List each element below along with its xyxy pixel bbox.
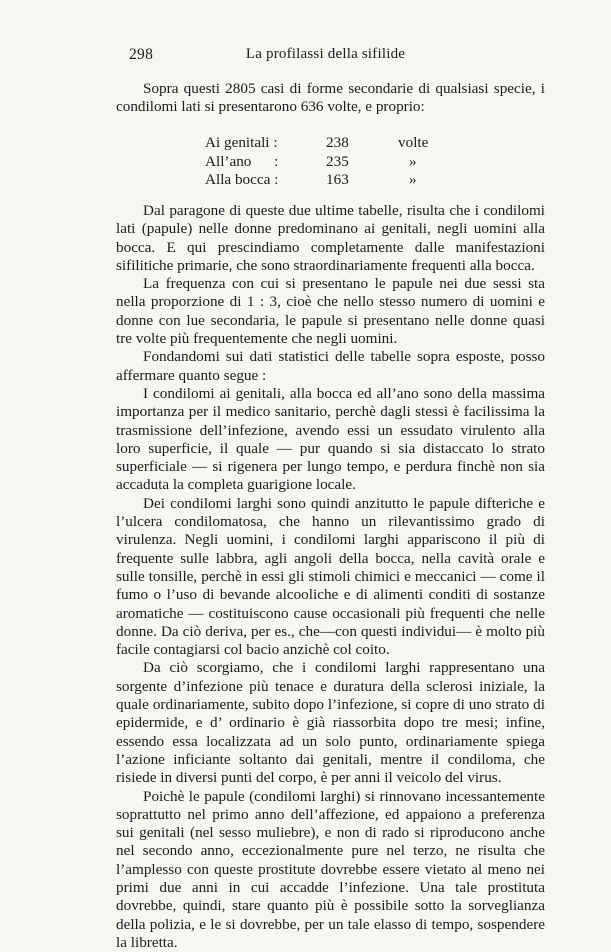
site-cell: Alla bocca : bbox=[205, 171, 326, 190]
paragraph: Dei condilomi larghi sono quindi anzitutto le papule difteriche e l’ulcera condilomatosa, che hanno un rilevantissimo grado di virulenza. Negli uomini, i condilomi larghi appariscono il più di frequente sulle labbra, agli angoli della bocca, nella cavità orale e sulle tonsille, perchè in essi gli stimoli chimici e meccanici — come il fumo o l’uso di bevande alcooliche e di alimenti conditi di sostanze aromatiche — costituiscono cause occasionali più frequenti che nelle donne. Da ciò deriva, per es., che—con questi individui— è molto più facile contagiarsi col bacio anzichè col coito. bbox=[116, 495, 545, 660]
paragraph: Da ciò scorgiamo, che i condilomi larghi rappresentano una sorgente d’infezione più tenace e duratura della sclerosi iniziale, la quale ordinariamente, subito dopo l’infezione, si copre di uno strato di epidermide, e d’ ordinario è già riassorbita dopo tre mesi; infine, essendo essa localizzata ad un solo punto, ordinariamente spiega l’azione inficiante soltanto dai genitali, mentre il condiloma, che risiede in diversi punti del corpo, è per anni il veicolo del virus. bbox=[116, 659, 545, 787]
intro-paragraph-block bbox=[116, 80, 545, 117]
intro-paragraph: Sopra questi 2805 casi di forme secondarie di qualsiasi specie, i condilomi lati si presentarono 636 volte, e proprio: bbox=[116, 80, 545, 117]
site-cell: Ai genitali : bbox=[205, 134, 326, 153]
body-text bbox=[116, 202, 545, 952]
unit-cell: » bbox=[398, 171, 428, 190]
paragraph: Dal paragone di queste due ultime tabelle, risulta che i condilomi lati (papule) nelle donne predominano ai genitali, negli uomini alla bocca. E qui prescindiamo completamente dalle manifestazioni sifilitiche primarie, che sono straordinariamente frequenti alla bocca. bbox=[116, 202, 545, 275]
page-number: 298 bbox=[129, 46, 153, 64]
paragraph: Fondandomi sui dati statistici delle tabelle sopra esposte, posso affermare quanto segue : bbox=[116, 348, 545, 385]
paragraph: Poichè le papule (condilomi larghi) si rinnovano incessantemente soprattutto nel primo anno dell’affezione, ed appaiono a preferenza sui genitali (nel sesso muliebre), e non di rado si riproducono anche nel secondo anno, eccezionalmente pure nel terzo, ne risulta che l’amplesso con queste prostitute dovrebbe essere vietato al meno nei primi due anni in cui accadde l’infezione. Una tale prostituta dovrebbe, quindi, stare quanto più è possibile sotto la sorveglianza della polizia, e le si dovrebbe, per un tale elasso di tempo, sospendere la libretta. bbox=[116, 788, 545, 952]
count-cell: 238 bbox=[326, 134, 398, 153]
table-row bbox=[205, 153, 428, 172]
paragraph: La frequenza con cui si presentano le papule nei due sessi sta nella proporzione di 1 : 3, cioè che nello stesso numero di uomini e donne con lue secondaria, le papule si presentano nelle donne quasi tre volte più frequentemente che negli uomini. bbox=[116, 275, 545, 348]
running-title: La profilassi della sifilide bbox=[0, 46, 611, 63]
unit-cell: volte bbox=[398, 134, 428, 153]
table-row bbox=[205, 134, 428, 153]
unit-cell: » bbox=[398, 153, 428, 172]
paragraph: I condilomi ai genitali, alla bocca ed all’ano sono della massima importanza per il medico sanitario, perchè dagli stessi è facilissima la trasmissione dell’infezione, avendo essi un essudato virulento alla loro superficie, il quale — pur quando si sia distaccato lo strato superficiale — si rigenera per lungo tempo, e perdura finchè non sia accaduta la completa guarigione locale. bbox=[116, 385, 545, 495]
site-cell: All’ano : bbox=[205, 153, 326, 172]
condylomata-location-table bbox=[205, 134, 428, 190]
count-cell: 163 bbox=[326, 171, 398, 190]
table-row bbox=[205, 171, 428, 190]
count-cell: 235 bbox=[326, 153, 398, 172]
